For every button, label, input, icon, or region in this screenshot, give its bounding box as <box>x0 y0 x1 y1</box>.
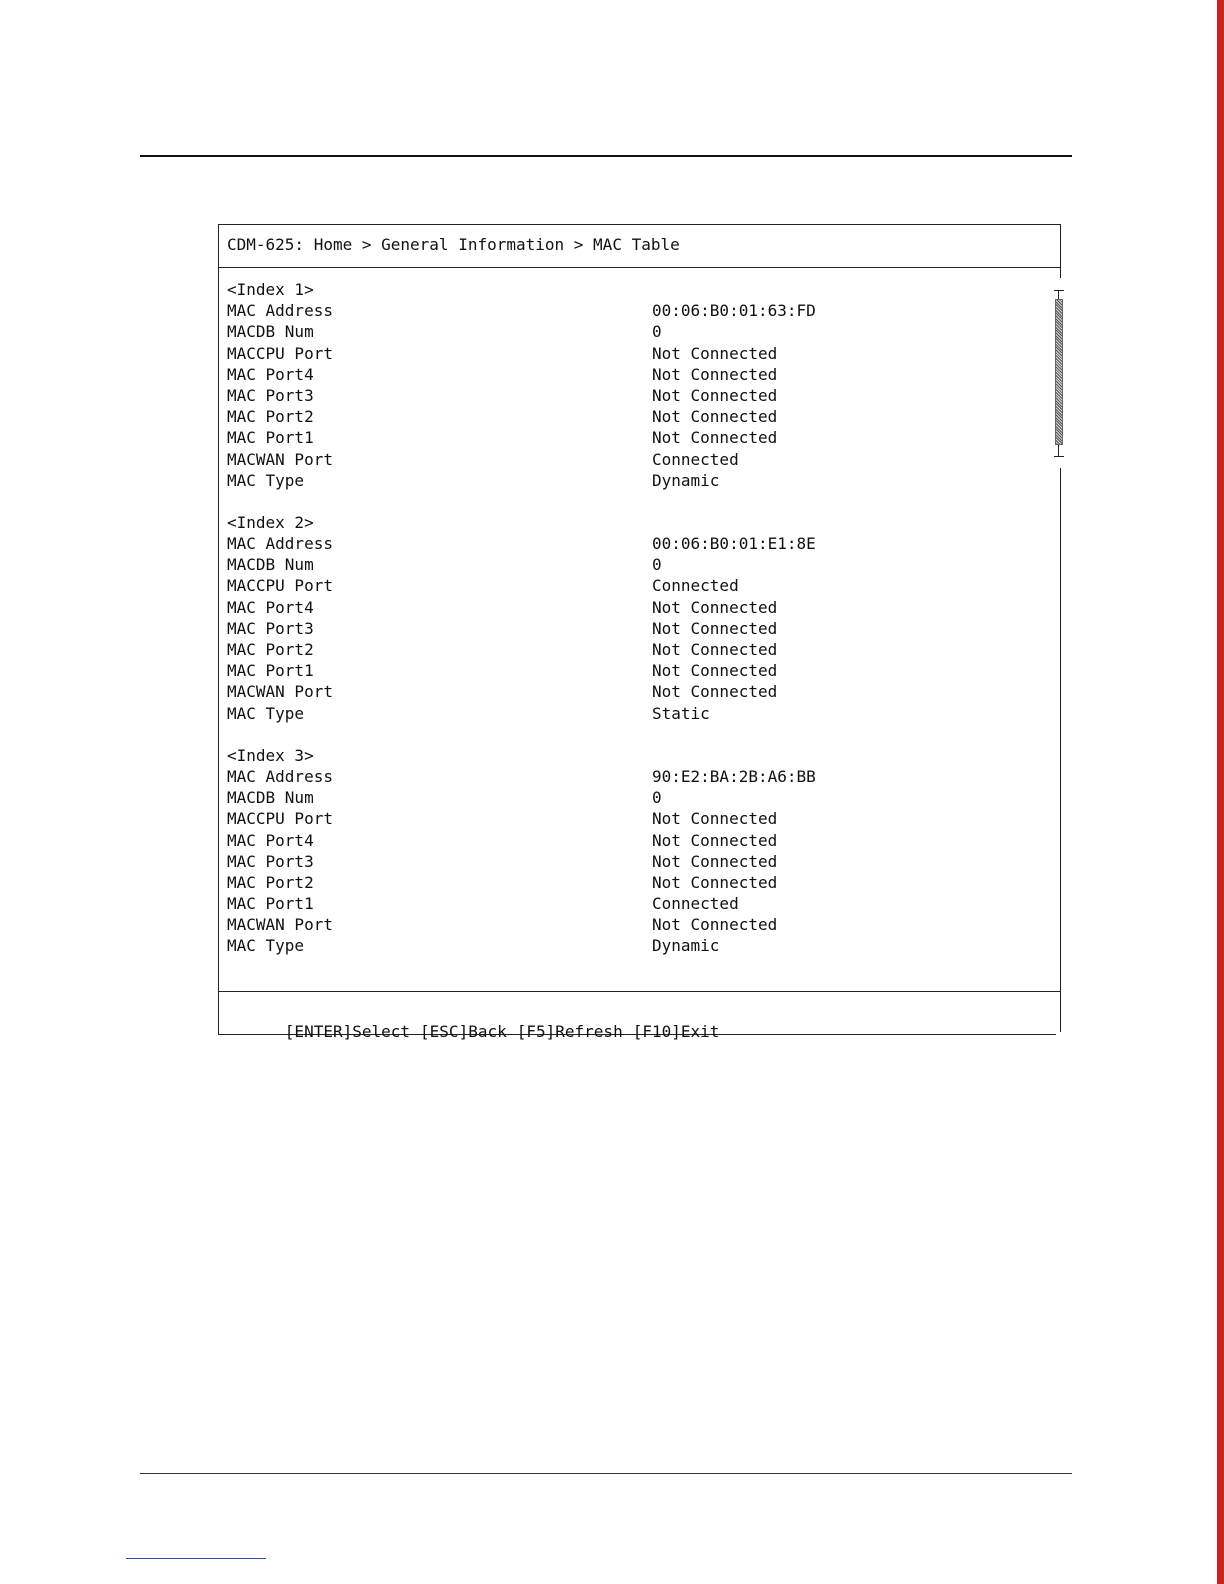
mac-field-row <box>227 427 1027 448</box>
field-label: MAC Address <box>227 766 333 786</box>
field-value: Not Connected <box>652 640 778 659</box>
scrollbar-bottom-cap <box>1054 456 1064 457</box>
mac-entry-index[interactable] <box>227 279 1027 300</box>
mac-entry <box>227 279 1027 491</box>
mac-table-content <box>219 268 1060 993</box>
mac-field-row <box>227 575 1027 596</box>
mac-entry-index[interactable] <box>227 745 1027 766</box>
f5-refresh-key[interactable]: [F5]Refresh <box>516 1022 623 1041</box>
mac-field-row <box>227 321 1027 342</box>
mac-entry-index[interactable] <box>227 512 1027 533</box>
field-value: Static <box>652 703 710 723</box>
mac-field-row <box>227 830 1027 851</box>
mac-field-row <box>227 300 1027 321</box>
index-label: <Index 3> <box>227 745 314 765</box>
field-value: Not Connected <box>652 809 778 829</box>
field-value: Not Connected <box>652 407 778 427</box>
page-edge-strip <box>1217 0 1224 1584</box>
mac-field-row <box>227 893 1027 914</box>
field-label: MAC Port4 <box>227 830 314 850</box>
field-value: Not Connected <box>652 343 778 363</box>
scrollbar-thumb-icon[interactable] <box>1055 299 1063 445</box>
mac-field-row <box>227 406 1027 427</box>
field-value: 00:06:B0:01:63:FD <box>652 301 816 321</box>
key-hints <box>227 1002 719 1062</box>
mac-field-row <box>227 766 1027 787</box>
terminal-footer <box>219 991 1060 1041</box>
field-label: MACDB Num <box>227 788 314 808</box>
terminal-header <box>219 225 1060 268</box>
field-label: MAC Address <box>227 534 333 554</box>
field-value: Not Connected <box>652 872 778 892</box>
index-label: <Index 2> <box>227 512 314 532</box>
field-label: MACCPU Port <box>227 576 333 596</box>
field-label: MAC Port3 <box>227 851 314 871</box>
field-value: Not Connected <box>652 364 778 384</box>
mac-field-row <box>227 639 1027 660</box>
field-value: Not Connected <box>652 682 778 702</box>
field-label: MAC Port2 <box>227 407 314 427</box>
field-value: Not Connected <box>652 618 778 638</box>
field-label: MACWAN Port <box>227 449 333 469</box>
mac-entry <box>227 745 1027 957</box>
field-value: Not Connected <box>652 830 778 850</box>
mac-field-row <box>227 851 1027 872</box>
field-label: MACDB Num <box>227 555 314 575</box>
field-label: MACDB Num <box>227 322 314 342</box>
mac-field-row <box>227 914 1027 935</box>
border-gap <box>1056 1032 1062 1036</box>
esc-back-key[interactable]: [ESC]Back <box>420 1022 507 1041</box>
mac-entry <box>227 512 1027 724</box>
field-value: Connected <box>652 576 739 596</box>
field-label: MAC Port1 <box>227 894 314 914</box>
mac-field-row <box>227 618 1027 639</box>
mac-field-row <box>227 385 1027 406</box>
field-label: MACWAN Port <box>227 682 333 702</box>
mac-field-row <box>227 872 1027 893</box>
enter-select-key[interactable]: [ENTER]Select <box>284 1022 411 1041</box>
mac-field-row <box>227 533 1027 554</box>
field-value: Not Connected <box>652 597 778 617</box>
field-label: MAC Port1 <box>227 428 314 448</box>
index-label: <Index 1> <box>227 280 314 299</box>
field-label: MAC Port2 <box>227 640 314 659</box>
field-label: MAC Type <box>227 470 305 490</box>
field-value: Connected <box>652 894 739 914</box>
field-value: Not Connected <box>652 851 778 871</box>
footer-link-underline <box>126 1558 266 1559</box>
field-value: 90:E2:BA:2B:A6:BB <box>652 766 816 786</box>
mac-field-row <box>227 787 1027 808</box>
terminal-window <box>218 224 1061 1041</box>
page-top-rule <box>140 155 1072 157</box>
field-value: 0 <box>652 788 662 808</box>
mac-table-entries <box>227 279 1027 978</box>
field-value: Dynamic <box>652 470 720 490</box>
field-label: MAC Address <box>227 301 333 321</box>
mac-field-row <box>227 597 1027 618</box>
field-value: Connected <box>652 449 739 469</box>
page-bottom-rule <box>140 1473 1072 1474</box>
field-label: MAC Port3 <box>227 618 314 638</box>
mac-field-row <box>227 935 1027 956</box>
field-value: 00:06:B0:01:E1:8E <box>652 534 816 554</box>
field-label: MAC Port4 <box>227 597 314 617</box>
field-label: MAC Type <box>227 703 305 723</box>
mac-field-row <box>227 343 1027 364</box>
mac-field-row <box>227 554 1027 575</box>
field-label: MACCPU Port <box>227 809 333 829</box>
field-label: MAC Port3 <box>227 385 314 405</box>
field-value: Not Connected <box>652 428 778 448</box>
scrollbar-top-cap <box>1054 290 1064 291</box>
field-label: MAC Port1 <box>227 661 314 681</box>
f10-exit-key[interactable]: [F10]Exit <box>632 1022 720 1041</box>
mac-field-row <box>227 808 1027 829</box>
mac-field-row <box>227 470 1027 491</box>
mac-field-row <box>227 660 1027 681</box>
field-label: MAC Port2 <box>227 872 314 892</box>
breadcrumb: CDM-625: Home > General Information > MAC Table <box>227 235 680 254</box>
field-value: 0 <box>652 555 662 575</box>
field-label: MAC Port4 <box>227 364 314 384</box>
mac-field-row <box>227 364 1027 385</box>
mac-field-row <box>227 703 1027 724</box>
field-label: MAC Type <box>227 936 305 956</box>
field-value: Not Connected <box>652 915 778 935</box>
field-label: MACWAN Port <box>227 915 333 935</box>
vertical-scrollbar[interactable] <box>1054 285 1064 461</box>
mac-field-row <box>227 681 1027 702</box>
field-value: Dynamic <box>652 936 720 956</box>
field-label: MACCPU Port <box>227 343 333 363</box>
mac-field-row <box>227 449 1027 470</box>
field-value: Not Connected <box>652 385 778 405</box>
field-value: 0 <box>652 322 662 342</box>
field-value: Not Connected <box>652 661 778 681</box>
